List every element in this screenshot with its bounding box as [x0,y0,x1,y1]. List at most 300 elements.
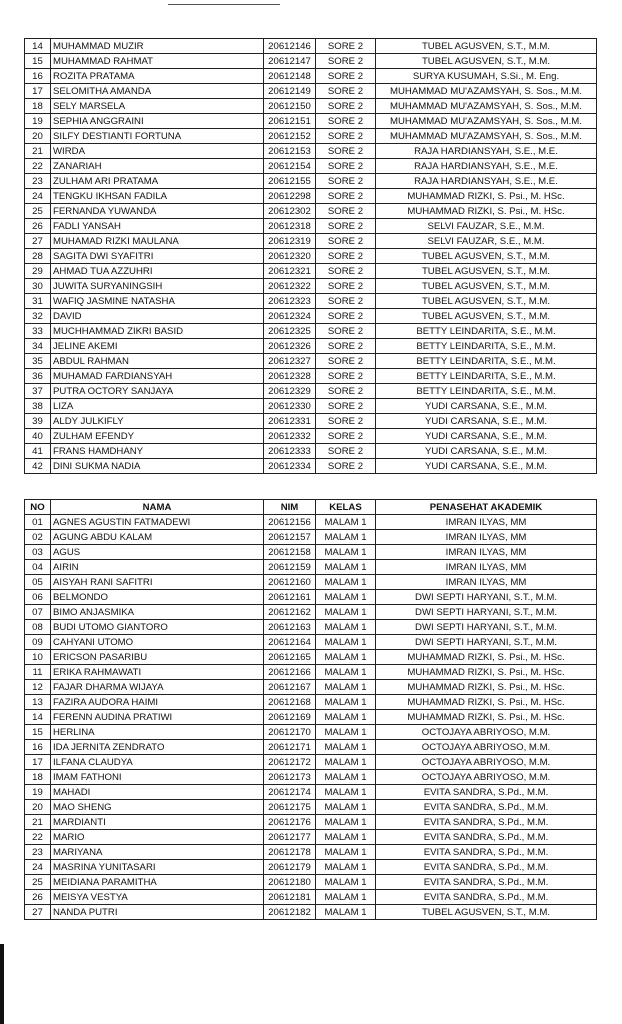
row-number: 11 [25,665,51,680]
class-name: MALAM 1 [316,530,376,545]
academic-advisor: BETTY LEINDARITA, S.E., M.M. [376,369,597,384]
class-name: SORE 2 [316,129,376,144]
academic-advisor: IMRAN ILYAS, MM [376,560,597,575]
academic-advisor: TUBEL AGUSVEN, S.T., M.M. [376,279,597,294]
student-nim: 20612176 [264,815,316,830]
class-name: SORE 2 [316,249,376,264]
student-nim: 20612163 [264,620,316,635]
academic-advisor: TUBEL AGUSVEN, S.T., M.M. [376,309,597,324]
student-name: FADLI YANSAH [51,219,264,234]
table-row [25,740,597,755]
academic-advisor: BETTY LEINDARITA, S.E., M.M. [376,339,597,354]
student-nim: 20612333 [264,444,316,459]
table-row [25,890,597,905]
row-number: 17 [25,755,51,770]
row-number: 38 [25,399,51,414]
table-row [25,429,597,444]
row-number: 05 [25,575,51,590]
class-name: MALAM 1 [316,725,376,740]
academic-advisor: TUBEL AGUSVEN, S.T., M.M. [376,905,597,920]
academic-advisor: IMRAN ILYAS, MM [376,530,597,545]
row-number: 30 [25,279,51,294]
student-name: MAHADI [51,785,264,800]
student-nim: 20612164 [264,635,316,650]
class-name: MALAM 1 [316,815,376,830]
student-name: CAHYANI UTOMO [51,635,264,650]
row-number: 09 [25,635,51,650]
student-nim: 20612170 [264,725,316,740]
student-nim: 20612326 [264,339,316,354]
student-name: BIMO ANJASMIKA [51,605,264,620]
table-row [25,399,597,414]
table-row [25,459,597,474]
table-row [25,279,597,294]
student-name: AISYAH RANI SAFITRI [51,575,264,590]
table-row [25,219,597,234]
class-name: SORE 2 [316,54,376,69]
student-name: DAVID [51,309,264,324]
row-number: 17 [25,84,51,99]
student-name: JELINE AKEMI [51,339,264,354]
class-name: SORE 2 [316,294,376,309]
class-name: MALAM 1 [316,710,376,725]
academic-advisor: MUHAMMAD RIZKI, S. Psi., M. HSc. [376,680,597,695]
class-name: SORE 2 [316,324,376,339]
table-header [25,500,597,515]
class-name: SORE 2 [316,384,376,399]
student-name: MARIYANA [51,845,264,860]
academic-advisor: YUDI CARSANA, S.E., M.M. [376,414,597,429]
academic-advisor: EVITA SANDRA, S.Pd., M.M. [376,875,597,890]
student-nim: 20612161 [264,590,316,605]
academic-advisor: EVITA SANDRA, S.Pd., M.M. [376,815,597,830]
student-nim: 20612331 [264,414,316,429]
row-number: 15 [25,725,51,740]
academic-advisor: MUHAMMAD RIZKI, S. Psi., M. HSc. [376,189,597,204]
class-name: MALAM 1 [316,875,376,890]
academic-advisor: MUHAMMAD RIZKI, S. Psi., M. HSc. [376,695,597,710]
student-name: ABDUL RAHMAN [51,354,264,369]
student-name: FAJAR DHARMA WIJAYA [51,680,264,695]
student-nim: 20612171 [264,740,316,755]
table-row [25,54,597,69]
class-name: SORE 2 [316,114,376,129]
student-nim: 20612147 [264,54,316,69]
student-name: AIRIN [51,560,264,575]
student-nim: 20612181 [264,890,316,905]
academic-advisor: SELVI FAUZAR, S.E., M.M. [376,219,597,234]
student-nim: 20612155 [264,174,316,189]
class-name: SORE 2 [316,39,376,54]
row-number: 22 [25,159,51,174]
class-name: SORE 2 [316,84,376,99]
student-name: IDA JERNITA ZENDRATO [51,740,264,755]
class-name: MALAM 1 [316,515,376,530]
row-number: 31 [25,294,51,309]
class-name: SORE 2 [316,309,376,324]
student-table-malam-1 [24,499,597,920]
student-name: FRANS HAMDHANY [51,444,264,459]
academic-advisor: EVITA SANDRA, S.Pd., M.M. [376,860,597,875]
class-name: SORE 2 [316,339,376,354]
student-name: FERENN AUDINA PRATIWI [51,710,264,725]
table-row [25,605,597,620]
student-nim: 20612167 [264,680,316,695]
table-row [25,575,597,590]
academic-advisor: DWI SEPTI HARYANI, S.T., M.M. [376,605,597,620]
table-row [25,665,597,680]
student-nim: 20612153 [264,144,316,159]
table-row [25,650,597,665]
academic-advisor: TUBEL AGUSVEN, S.T., M.M. [376,54,597,69]
academic-advisor: MUHAMMAD MU'AZAMSYAH, S. Sos., M.M. [376,84,597,99]
row-number: 39 [25,414,51,429]
class-name: MALAM 1 [316,905,376,920]
table-row [25,114,597,129]
top-rule [168,4,280,5]
student-name: MEISYA VESTYA [51,890,264,905]
table-row [25,294,597,309]
table-row [25,39,597,54]
student-nim: 20612325 [264,324,316,339]
table-row [25,830,597,845]
class-name: SORE 2 [316,174,376,189]
academic-advisor: DWI SEPTI HARYANI, S.T., M.M. [376,620,597,635]
table-row [25,324,597,339]
table-row [25,129,597,144]
table-row [25,725,597,740]
row-number: 41 [25,444,51,459]
student-nim: 20612182 [264,905,316,920]
table-row [25,369,597,384]
row-number: 01 [25,515,51,530]
table-row [25,620,597,635]
table-row [25,69,597,84]
student-name: ROZITA PRATAMA [51,69,264,84]
academic-advisor: EVITA SANDRA, S.Pd., M.M. [376,800,597,815]
student-name: BUDI UTOMO GIANTORO [51,620,264,635]
row-number: 06 [25,590,51,605]
academic-advisor: SELVI FAUZAR, S.E., M.M. [376,234,597,249]
academic-advisor: YUDI CARSANA, S.E., M.M. [376,429,597,444]
academic-advisor: EVITA SANDRA, S.Pd., M.M. [376,845,597,860]
academic-advisor: EVITA SANDRA, S.Pd., M.M. [376,785,597,800]
student-nim: 20612154 [264,159,316,174]
scan-edge-mark [0,944,4,1024]
table-row [25,84,597,99]
student-name: SELOMITHA AMANDA [51,84,264,99]
class-name: SORE 2 [316,234,376,249]
class-name: SORE 2 [316,399,376,414]
row-number: 21 [25,144,51,159]
academic-advisor: EVITA SANDRA, S.Pd., M.M. [376,890,597,905]
table-row [25,560,597,575]
class-name: SORE 2 [316,354,376,369]
row-number: 10 [25,650,51,665]
row-number: 25 [25,204,51,219]
academic-advisor: MUHAMMAD RIZKI, S. Psi., M. HSc. [376,710,597,725]
row-number: 13 [25,695,51,710]
academic-advisor: MUHAMMAD RIZKI, S. Psi., M. HSc. [376,204,597,219]
academic-advisor: TUBEL AGUSVEN, S.T., M.M. [376,294,597,309]
table-body [25,515,597,920]
table-row [25,590,597,605]
academic-advisor: YUDI CARSANA, S.E., M.M. [376,459,597,474]
academic-advisor: TUBEL AGUSVEN, S.T., M.M. [376,264,597,279]
student-name: MARIO [51,830,264,845]
student-name: SAGITA DWI SYAFITRI [51,249,264,264]
table-row [25,875,597,890]
row-number: 36 [25,369,51,384]
row-number: 18 [25,770,51,785]
student-name: MASRINA YUNITASARI [51,860,264,875]
class-name: MALAM 1 [316,755,376,770]
table-row [25,204,597,219]
student-name: LIZA [51,399,264,414]
class-name: SORE 2 [316,99,376,114]
class-name: SORE 2 [316,219,376,234]
class-name: SORE 2 [316,144,376,159]
table-row [25,384,597,399]
student-nim: 20612178 [264,845,316,860]
academic-advisor: MUHAMMAD RIZKI, S. Psi., M. HSc. [376,650,597,665]
row-number: 04 [25,560,51,575]
academic-advisor: IMRAN ILYAS, MM [376,575,597,590]
academic-advisor: MUHAMMAD RIZKI, S. Psi., M. HSc. [376,665,597,680]
student-nim: 20612328 [264,369,316,384]
academic-advisor: DWI SEPTI HARYANI, S.T., M.M. [376,590,597,605]
row-number: 32 [25,309,51,324]
student-name: MEIDIANA PARAMITHA [51,875,264,890]
row-number: 23 [25,174,51,189]
student-nim: 20612172 [264,755,316,770]
row-number: 40 [25,429,51,444]
academic-advisor: RAJA HARDIANSYAH, S.E., M.E. [376,174,597,189]
row-number: 15 [25,54,51,69]
row-number: 14 [25,710,51,725]
student-name: ERIKA RAHMAWATI [51,665,264,680]
header-row [25,500,597,515]
student-nim: 20612175 [264,800,316,815]
academic-advisor: YUDI CARSANA, S.E., M.M. [376,444,597,459]
student-name: AGUS [51,545,264,560]
student-nim: 20612322 [264,279,316,294]
student-name: SILFY DESTIANTI FORTUNA [51,129,264,144]
student-nim: 20612150 [264,99,316,114]
student-nim: 20612157 [264,530,316,545]
student-nim: 20612324 [264,309,316,324]
student-nim: 20612146 [264,39,316,54]
table-row [25,860,597,875]
class-name: MALAM 1 [316,560,376,575]
student-name: BELMONDO [51,590,264,605]
student-name: MUHAMMAD RAHMAT [51,54,264,69]
class-name: SORE 2 [316,279,376,294]
student-name: WAFIQ JASMINE NATASHA [51,294,264,309]
academic-advisor: BETTY LEINDARITA, S.E., M.M. [376,384,597,399]
student-nim: 20612320 [264,249,316,264]
academic-advisor: YUDI CARSANA, S.E., M.M. [376,399,597,414]
table-row [25,159,597,174]
student-nim: 20612180 [264,875,316,890]
class-name: SORE 2 [316,369,376,384]
class-name: SORE 2 [316,159,376,174]
table-row [25,234,597,249]
table-row [25,249,597,264]
student-name: DINI SUKMA NADIA [51,459,264,474]
student-name: MUHAMAD RIZKI MAULANA [51,234,264,249]
row-number: 24 [25,189,51,204]
student-name: ALDY JULKIFLY [51,414,264,429]
student-nim: 20612174 [264,785,316,800]
class-name: MALAM 1 [316,575,376,590]
row-number: 16 [25,69,51,84]
academic-advisor: MUHAMMAD MU'AZAMSYAH, S. Sos., M.M. [376,99,597,114]
student-name: TENGKU IKHSAN FADILA [51,189,264,204]
student-name: NANDA PUTRI [51,905,264,920]
academic-advisor: DWI SEPTI HARYANI, S.T., M.M. [376,635,597,650]
row-number: 18 [25,99,51,114]
row-number: 08 [25,620,51,635]
student-name: MUHAMMAD MUZIR [51,39,264,54]
student-name: PUTRA OCTORY SANJAYA [51,384,264,399]
table-row [25,99,597,114]
academic-advisor: OCTOJAYA ABRIYOSO, M.M. [376,770,597,785]
class-name: MALAM 1 [316,740,376,755]
student-nim: 20612162 [264,605,316,620]
student-nim: 20612173 [264,770,316,785]
table-row [25,800,597,815]
class-name: MALAM 1 [316,635,376,650]
student-name: FAZIRA AUDORA HAIMI [51,695,264,710]
student-name: AHMAD TUA AZZUHRI [51,264,264,279]
student-nim: 20612159 [264,560,316,575]
class-name: MALAM 1 [316,860,376,875]
row-number: 02 [25,530,51,545]
academic-advisor: IMRAN ILYAS, MM [376,515,597,530]
row-number: 07 [25,605,51,620]
table-row [25,785,597,800]
row-number: 27 [25,905,51,920]
academic-advisor: MUHAMMAD MU'AZAMSYAH, S. Sos., M.M. [376,129,597,144]
row-number: 25 [25,875,51,890]
row-number: 26 [25,219,51,234]
header-kelas: KELAS [316,500,376,515]
student-name: JUWITA SURYANINGSIH [51,279,264,294]
class-name: SORE 2 [316,189,376,204]
table-row [25,755,597,770]
row-number: 29 [25,264,51,279]
row-number: 33 [25,324,51,339]
student-name: ZANARIAH [51,159,264,174]
student-name: ILFANA CLAUDYA [51,755,264,770]
table-row [25,444,597,459]
academic-advisor: BETTY LEINDARITA, S.E., M.M. [376,324,597,339]
academic-advisor: TUBEL AGUSVEN, S.T., M.M. [376,249,597,264]
student-nim: 20612334 [264,459,316,474]
student-name: SELY MARSELA [51,99,264,114]
student-name: MUCHHAMMAD ZIKRI BASID [51,324,264,339]
class-name: MALAM 1 [316,785,376,800]
student-name: WIRDA [51,144,264,159]
class-name: SORE 2 [316,414,376,429]
student-name: ZULHAM ARI PRATAMA [51,174,264,189]
academic-advisor: TUBEL AGUSVEN, S.T., M.M. [376,39,597,54]
row-number: 35 [25,354,51,369]
class-name: MALAM 1 [316,545,376,560]
class-name: MALAM 1 [316,620,376,635]
student-nim: 20612179 [264,860,316,875]
class-name: MALAM 1 [316,590,376,605]
class-name: MALAM 1 [316,845,376,860]
class-name: MALAM 1 [316,680,376,695]
row-number: 20 [25,800,51,815]
student-nim: 20612332 [264,429,316,444]
row-number: 26 [25,890,51,905]
row-number: 22 [25,830,51,845]
student-nim: 20612156 [264,515,316,530]
academic-advisor: OCTOJAYA ABRIYOSO, M.M. [376,725,597,740]
class-name: MALAM 1 [316,605,376,620]
student-nim: 20612165 [264,650,316,665]
student-nim: 20612323 [264,294,316,309]
table-row [25,515,597,530]
student-nim: 20612319 [264,234,316,249]
student-name: FERNANDA YUWANDA [51,204,264,219]
student-name: AGUNG ABDU KALAM [51,530,264,545]
table-row [25,174,597,189]
student-name: AGNES AGUSTIN FATMADEWI [51,515,264,530]
student-nim: 20612149 [264,84,316,99]
academic-advisor: OCTOJAYA ABRIYOSO, M.M. [376,740,597,755]
student-nim: 20612158 [264,545,316,560]
student-nim: 20612166 [264,665,316,680]
class-name: MALAM 1 [316,830,376,845]
table-row [25,414,597,429]
academic-advisor: SURYA KUSUMAH, S.Si., M. Eng. [376,69,597,84]
row-number: 14 [25,39,51,54]
class-name: MALAM 1 [316,650,376,665]
table-row [25,309,597,324]
row-number: 21 [25,815,51,830]
table-row [25,815,597,830]
table-row [25,354,597,369]
class-name: MALAM 1 [316,665,376,680]
header-nim: NIM [264,500,316,515]
student-nim: 20612318 [264,219,316,234]
academic-advisor: RAJA HARDIANSYAH, S.E., M.E. [376,144,597,159]
class-name: MALAM 1 [316,890,376,905]
student-nim: 20612330 [264,399,316,414]
table-row [25,339,597,354]
row-number: 23 [25,845,51,860]
student-nim: 20612168 [264,695,316,710]
table-row [25,189,597,204]
table-row [25,635,597,650]
class-name: SORE 2 [316,444,376,459]
table-row [25,845,597,860]
row-number: 03 [25,545,51,560]
student-nim: 20612151 [264,114,316,129]
class-name: SORE 2 [316,459,376,474]
row-number: 19 [25,785,51,800]
header-nama: NAMA [51,500,264,515]
student-nim: 20612152 [264,129,316,144]
student-name: MUHAMAD FARDIANSYAH [51,369,264,384]
class-name: MALAM 1 [316,770,376,785]
student-name: MAO SHENG [51,800,264,815]
student-nim: 20612148 [264,69,316,84]
